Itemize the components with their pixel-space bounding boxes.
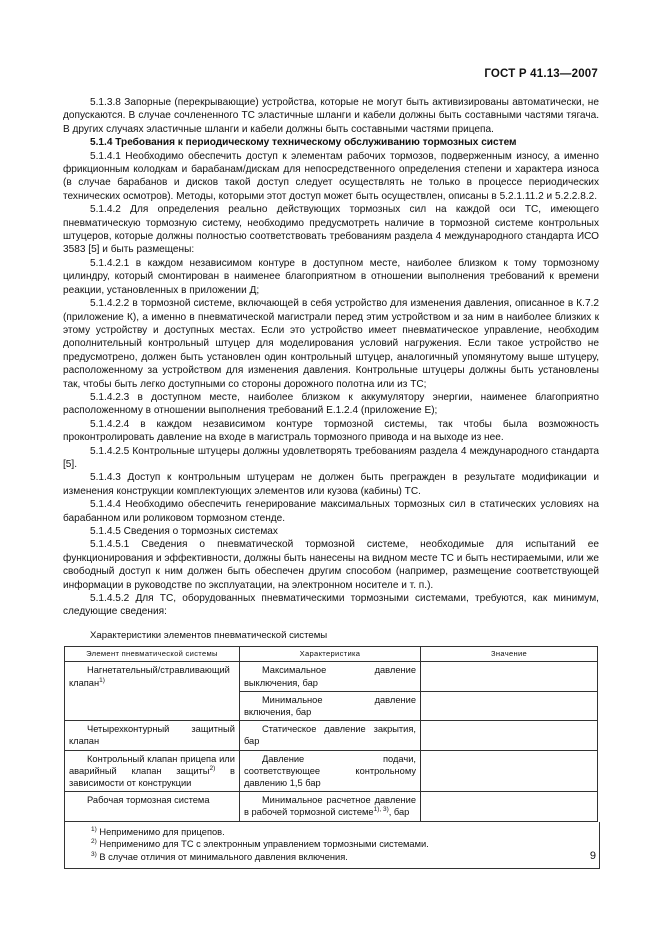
table-caption: Характеристики элементов пневматической системы — [90, 629, 328, 641]
footnote: $^{2)}$ Неприменимо для ТС с электронным управлением тормозными системами. — [91, 838, 429, 850]
pneumatic-elements-table — [64, 646, 598, 821]
page-number: 9 — [589, 850, 596, 862]
value-cell — [421, 750, 598, 792]
paragraph: 5.1.4.2.1 в каждом независимом контуре в доступном месте, наиболее близком к тому тормозному цилиндру, который смонтирован в наименее благоприятном в отношении выполнения требований к времени реакции, установленных в приложении Д; — [63, 257, 599, 296]
paragraph: 5.1.4.4 Необходимо обеспечить генерирование максимальных тормозных сил в статических условиях на барабанном или роликовом тормозном стенде. — [63, 499, 599, 524]
value-cell — [421, 691, 598, 720]
paragraph: 5.1.4.5 Сведения о тормозных системах — [90, 526, 278, 537]
paragraph: 5.1.3.8 Запорные (перекрывающие) устройства, которые не могут быть активизированы автоматически, не допускаются. В случае сочлененного ТС эластичные шланги и кабели должны быть составными частями тягача. В других случаях эластичные шланги и кабели должны быть составными частями прицепа. — [63, 97, 599, 135]
value-cell — [421, 662, 598, 691]
footnote: $^{1)}$ Неприменимо для прицепов. — [91, 825, 225, 837]
table-footnotes — [64, 822, 600, 869]
paragraph: 5.1.4.2.2 в тормозной системе, включающей в себя устройство для изменения давления, описанное в К.7.2 (приложение К), а именно в пневматической магистрали перед этим устройством и за ним в наиболее близких к этому устройству и доступных местах. Если это устройство имеет пневматическое управление, необходим дополнительный контрольный штуцер для моделирования условий нагружения. Если такое устройство не предусмотрено, должен быть установлен один контрольный штуцер, аналогичный упомянутому выше штуцеру, расположенному за устройством для изменения давления. Контрольные штуцеры должны быть установлены так, чтобы быть легко доступными со стороны дорожного полотна или из ТС; — [63, 298, 599, 390]
paragraph: 5.1.4.2 Для определения реально действующих тормозных сил на каждой оси ТС, имеющего пневматическую тормозную систему, необходимо предусмотреть наличие в тормозной системе контрольных штуцеров, которые должны полностью соответствовать требованиям раздела 4 международного стандарта ИСО 3583 [5] и быть размещены: — [63, 204, 599, 256]
column-header: Значение — [421, 647, 598, 662]
characteristic-cell: Максимальное давление выключения, бар — [239, 662, 420, 691]
table-row — [65, 750, 598, 792]
paragraph: 5.1.4.5.2 Для ТС, оборудованных пневматическими тормозными системами, требуются, как минимум, следующие сведения: — [63, 593, 599, 618]
paragraph: 5.1.4.3 Доступ к контрольным штуцерам не должен быть прегражден в результате модификации и изменения конструкции комплектующих элементов или кузова (кабины) ТС. — [63, 472, 599, 497]
table-row — [65, 721, 598, 750]
document-header: ГОСТ Р 41.13—2007 — [484, 68, 598, 80]
characteristic-cell: Минимальное давление включения, бар — [239, 691, 420, 720]
footnote: $^{3)}$ В случае отличия от минимального давления включения. — [91, 850, 348, 862]
element-cell: Нагнетательный/стравливающий клапан$^{1)}$ — [65, 662, 240, 721]
table-row — [65, 792, 598, 821]
column-header: Характеристика — [239, 647, 420, 662]
element-cell: Рабочая тормозная система — [65, 792, 240, 821]
element-cell: Контрольный клапан прицепа или аварийный клапан защиты$^{2)}$ в зависимости от конструкции — [65, 750, 240, 792]
paragraph: 5.1.4.2.4 в каждом независимом контуре тормозной системы, так чтобы была возможность проконтролировать давление на входе в магистраль тормозного привода и на выходе из нее. — [63, 418, 599, 444]
paragraph: 5.1.4.1 Необходимо обеспечить доступ к элементам рабочих тормозов, подверженным износу, а именно фрикционным колодкам и барабанам/дискам для непосредственного определения степени и характера износа (в случае барабанов и дисков такой доступ следует осуществлять не только в процессе периодических технических осмотров). Методы, которыми этот доступ может быть осуществлен, описаны в 5.2.1.11.2 и 5.2.2.8.2. — [63, 150, 599, 202]
column-header: Элемент пневматической системы — [65, 647, 240, 662]
paragraph: 5.1.4.2.3 в доступном месте, наиболее близком к аккумулятору энергии, наименее благоприятно расположенному в отношении выполнения требований Е.1.2.4 (приложение Е); — [63, 391, 599, 417]
characteristic-cell: Статическое давление закрытия, бар — [239, 721, 420, 750]
value-cell — [421, 792, 598, 821]
table-header-row — [65, 647, 598, 662]
characteristic-cell: Минимальное расчетное давление в рабочей тормозной системе$^{1), 3)}$, бар — [239, 792, 420, 821]
characteristic-cell: Давление подачи, соответствующее контрольному давлению 1,5 бар — [239, 750, 420, 792]
paragraph: 5.1.4.5.1 Сведения о пневматической тормозной системе, необходимые для испытаний ее функционирования и эффективности, должны быть нанесены на видном месте ТС и быть нестираемыми, или же свободный доступ к ним должен быть обеспечен другим способом (например, размещение соответствующей информации в руководстве по эксплуатации, на электронном носителе и т. п.). — [63, 539, 599, 591]
element-cell: Четырехконтурный защитный клапан — [65, 721, 240, 750]
section-heading: 5.1.4 Требования к периодическому техническому обслуживанию тормозных систем — [90, 137, 517, 149]
paragraph: 5.1.4.2.5 Контрольные штуцеры должны удовлетворять требованиям раздела 4 международного стандарта [5]. — [63, 445, 599, 470]
value-cell — [421, 721, 598, 750]
document-body — [63, 96, 599, 869]
table-row — [65, 662, 598, 691]
